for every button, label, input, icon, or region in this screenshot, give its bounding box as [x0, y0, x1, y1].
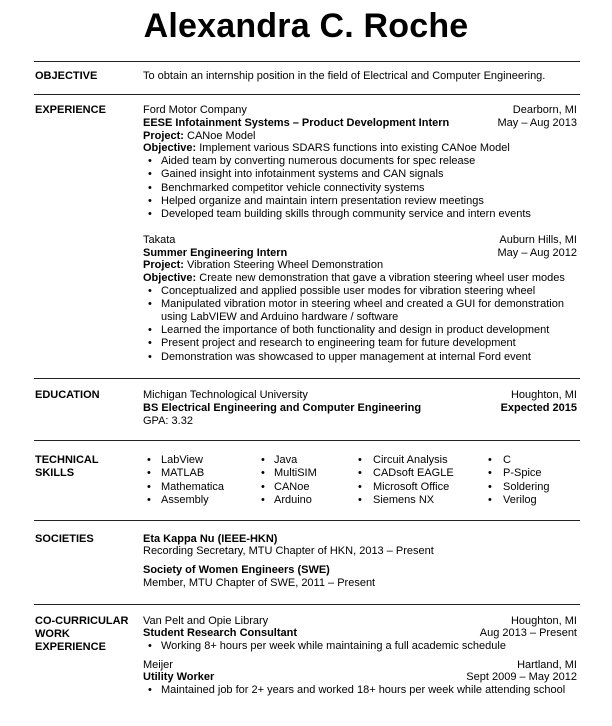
gpa: GPA: 3.32: [143, 415, 193, 427]
list-item: Developed team building skills through community service and intern events: [161, 208, 531, 220]
skill-item: Assembly: [161, 494, 209, 506]
skill-item: LabView: [161, 454, 203, 466]
bullet-icon: •: [488, 467, 492, 479]
skills-label-line1: TECHNICAL: [35, 454, 99, 466]
job-location: Hartland, MI: [517, 659, 577, 671]
education-label: EDUCATION: [35, 389, 100, 401]
skill-item: Verilog: [503, 494, 537, 506]
cocurricular-label-line1: CO-CURRICULAR: [35, 615, 129, 627]
list-item: Conceptualized and applied possible user modes for vibration steering wheel: [161, 285, 536, 297]
objective-label: OBJECTIVE: [35, 70, 98, 82]
bullet-icon: •: [261, 481, 265, 493]
bullet-icon: •: [147, 481, 151, 493]
school-name: Michigan Technological University: [143, 389, 308, 401]
section-divider: [34, 604, 580, 605]
job-title-line: [143, 671, 577, 684]
bullet-icon: •: [148, 337, 152, 349]
bullet-icon: •: [148, 195, 152, 207]
bullet-icon: •: [261, 494, 265, 506]
societies-label: SOCIETIES: [35, 533, 94, 545]
bullet-icon: •: [148, 351, 152, 363]
bullet-icon: •: [488, 494, 492, 506]
job-location: Dearborn, MI: [512, 104, 577, 116]
bullet-icon: •: [147, 494, 151, 506]
bullet-icon: •: [148, 298, 152, 310]
job-company: Van Pelt and Opie Library: [143, 615, 269, 627]
list-item: Benchmarked competitor vehicle connectivity systems: [161, 182, 425, 194]
resume-name: Alexandra C. Roche: [143, 7, 469, 45]
list-item: Present project and research to engineering team for future development: [161, 337, 516, 349]
list-item: Working 8+ hours per week while maintaining a full academic schedule: [161, 640, 506, 652]
job-project: [143, 259, 577, 272]
job-title-line: [143, 627, 577, 640]
skill-item: Microsoft Office: [373, 481, 450, 493]
job-location: Auburn Hills, MI: [499, 234, 577, 246]
objective-sub-label: Objective:: [143, 272, 197, 284]
degree: BS Electrical Engineering and Computer Engineering: [143, 402, 422, 414]
job-company-line: [143, 234, 577, 247]
job-company: Ford Motor Company: [143, 104, 247, 116]
bullet-icon: •: [358, 481, 362, 493]
list-item: Aided team by converting numerous documents for spec release: [161, 155, 476, 167]
skill-item: Arduino: [274, 494, 312, 506]
skill-item: CADsoft EAGLE: [373, 467, 454, 479]
job-title: EESE Infotainment Systems – Product Development Intern: [143, 117, 450, 129]
school-location: Houghton, MI: [510, 389, 577, 401]
objective-text: To obtain an internship position in the field of Electrical and Computer Engineering.: [143, 70, 546, 82]
cocurricular-label-line3: EXPERIENCE: [35, 641, 106, 653]
project-label: Project:: [143, 130, 184, 142]
bullet-icon: •: [488, 454, 492, 466]
job-dates: May – Aug 2012: [497, 247, 577, 259]
section-divider: [34, 440, 580, 441]
bullet-icon: •: [148, 640, 152, 652]
objective-sub-text: Create new demonstration that gave a vibration steering wheel user modes: [196, 272, 565, 284]
society-name: Society of Women Engineers (SWE): [143, 564, 330, 576]
bullet-icon: •: [147, 454, 151, 466]
bullet-icon: •: [148, 182, 152, 194]
skill-item: CANoe: [274, 481, 310, 493]
skill-item: Siemens NX: [373, 494, 435, 506]
skill-item: MultiSIM: [274, 467, 317, 479]
skill-item: C: [503, 454, 511, 466]
job-objective: [143, 142, 577, 155]
job-company-line: [143, 104, 577, 117]
job-objective: [143, 272, 577, 285]
bullet-icon: •: [148, 684, 152, 696]
section-divider: [34, 378, 580, 379]
skill-item: Java: [274, 454, 298, 466]
skill-item: Circuit Analysis: [373, 454, 448, 466]
society-detail: Recording Secretary, MTU Chapter of HKN, 2013 – Present: [143, 545, 434, 557]
job-title: Utility Worker: [143, 671, 215, 683]
bullet-icon: •: [148, 155, 152, 167]
objective-sub-text: Implement various SDARS functions into existing CANoe Model: [196, 142, 510, 154]
project-text: CANoe Model: [183, 130, 256, 142]
job-title: Summer Engineering Intern: [143, 247, 288, 259]
section-divider: [34, 61, 580, 62]
job-title: Student Research Consultant: [143, 627, 298, 639]
list-item: Demonstration was showcased to upper management at internal Ford event: [161, 351, 531, 363]
skill-item: P-Spice: [503, 467, 542, 479]
job-company: Meijer: [143, 659, 173, 671]
bullet-icon: •: [358, 494, 362, 506]
bullet-icon: •: [148, 285, 152, 297]
job-dates: Sept 2009 – May 2012: [466, 671, 577, 683]
bullet-icon: •: [147, 467, 151, 479]
job-title-line: [143, 117, 577, 130]
experience-label: EXPERIENCE: [35, 104, 106, 116]
bullet-icon: •: [261, 467, 265, 479]
section-divider: [34, 94, 580, 95]
job-dates: May – Aug 2013: [497, 117, 577, 129]
list-item: Learned the importance of both functionality and design in product development: [161, 324, 550, 336]
skill-item: Soldering: [503, 481, 550, 493]
cocurricular-label-line2: WORK: [35, 628, 70, 640]
skill-item: Mathematica: [161, 481, 224, 493]
degree-line: [143, 402, 577, 415]
list-item: Helped organize and maintain intern presentation review meetings: [161, 195, 484, 207]
bullet-icon: •: [358, 467, 362, 479]
bullet-icon: •: [148, 324, 152, 336]
project-text: Vibration Steering Wheel Demonstration: [183, 259, 384, 271]
project-label: Project:: [143, 259, 184, 271]
list-item: Manipulated vibration motor in steering wheel and created a GUI for demonstration: [161, 298, 564, 310]
list-item: Gained insight into infotainment systems and CAN signals: [161, 168, 444, 180]
bullet-icon: •: [358, 454, 362, 466]
skills-label-line2: SKILLS: [35, 467, 75, 479]
society-name: Eta Kappa Nu (IEEE-HKN): [143, 533, 278, 545]
bullet-icon: •: [261, 454, 265, 466]
job-dates: Aug 2013 – Present: [479, 627, 577, 639]
school-line: [143, 389, 577, 402]
job-company: Takata: [143, 234, 176, 246]
skill-item: MATLAB: [161, 467, 205, 479]
job-location: Houghton, MI: [510, 615, 577, 627]
society-detail: Member, MTU Chapter of SWE, 2011 – Present: [143, 577, 376, 589]
section-divider: [34, 520, 580, 521]
bullet-icon: •: [488, 481, 492, 493]
bullet-icon: •: [148, 168, 152, 180]
graduation-date: Expected 2015: [500, 402, 577, 414]
list-item: Maintained job for 2+ years and worked 18+ hours per week while attending school: [161, 684, 566, 696]
bullet-icon: •: [148, 208, 152, 220]
list-item-continuation: using LabVIEW and Arduino hardware / software: [161, 311, 399, 323]
objective-sub-label: Objective:: [143, 142, 197, 154]
